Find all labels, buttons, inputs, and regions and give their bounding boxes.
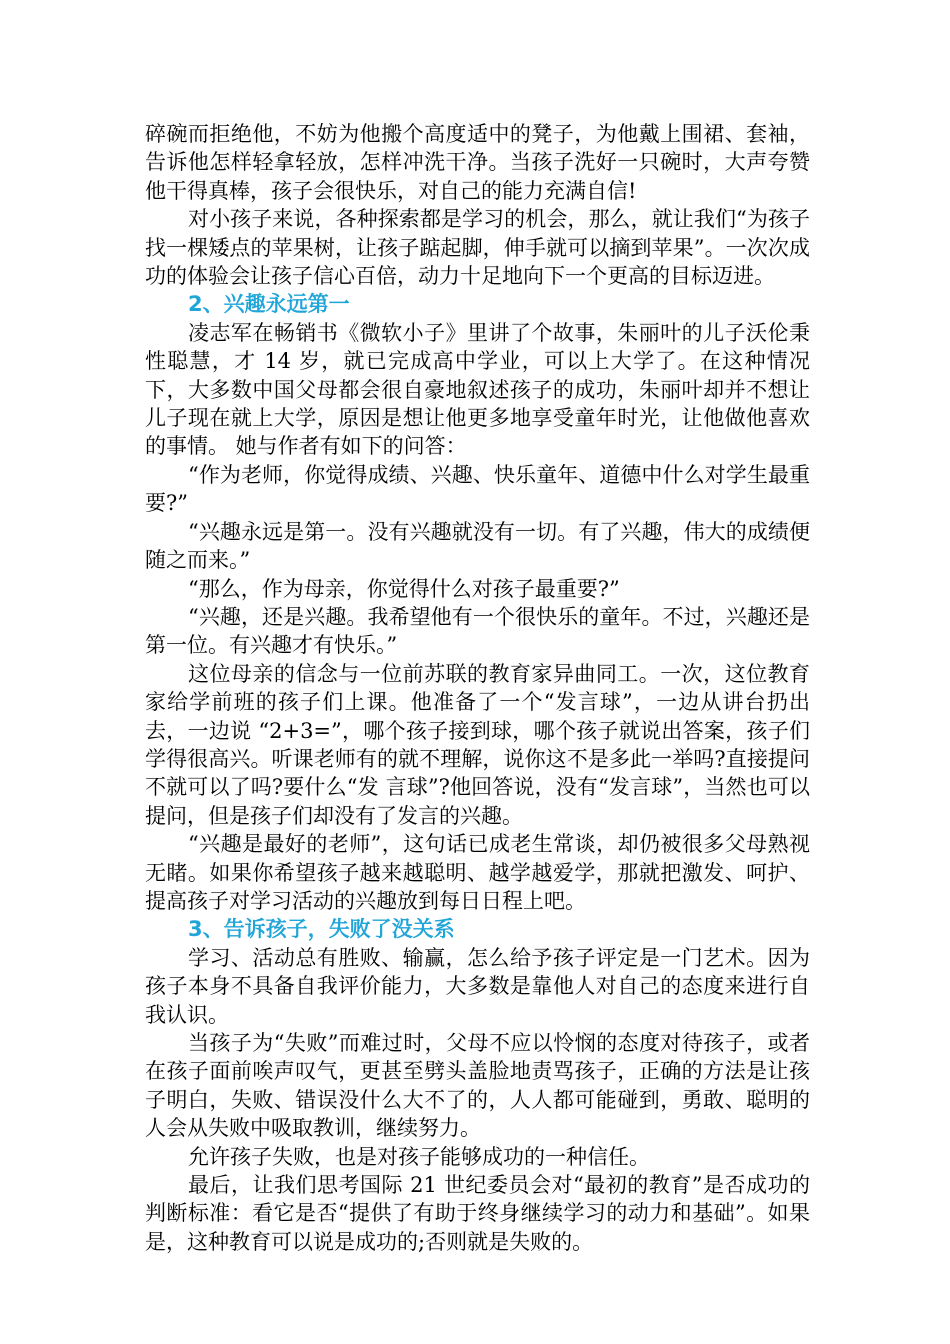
document-page: [145, 120, 810, 1256]
section-heading-failure: 3、告诉孩子，失败了没关系: [188, 917, 455, 942]
paragraph-when-failing: 当孩子为“失败”而难过时，父母不应以怜悯的态度对待孩子，或者在孩子面前唉声叹气，更甚至劈头盖脸地责骂孩子，正确的方法是让孩子明白，失败、错误没什么大不了的，人人都可能碰到，勇敢、聪明的人会从失败中吸取教训，继续努力。: [145, 1031, 810, 1141]
paragraph-question-teacher: “作为老师，你觉得成绩、兴趣、快乐童年、道德中什么对学生最重要?”: [145, 462, 810, 516]
paragraph-continuation: 碎碗而拒绝他，不妨为他搬个高度适中的凳子，为他戴上围裙、套袖，告诉他怎样轻拿轻放，怎样冲洗干净。当孩子洗好一只碗时，大声夸赞他干得真棒，孩子会很快乐，对自己的能力充满自信!: [145, 122, 810, 203]
paragraph-story: 凌志军在畅销书《微软小子》里讲了个故事，朱丽叶的儿子沃伦秉性聪慧，才 14 岁，就已完成高中学业，可以上大学了。在这种情况下，大多数中国父母都会很自豪地叙述孩子的成功，朱丽叶却并不想让儿子现在就上大学，原因是想让他更多地享受童年时光，让他做他喜欢的事情。 她与作者有如下的问答：: [145, 320, 810, 459]
paragraph-question-mother: “那么，作为母亲，你觉得什么对孩子最重要?”: [188, 576, 620, 601]
paragraph-win-lose: 学习、活动总有胜败、输赢，怎么给予孩子评定是一门艺术。因为孩子本身不具备自我评价能力，大多数是靠他人对自己的态度来进行自我认识。: [145, 945, 810, 1027]
paragraph-allow-failure: 允许孩子失败，也是对孩子能够成功的一种信任。: [188, 1144, 650, 1169]
paragraph-answer-happiness: “兴趣，还是兴趣。我希望他有一个很快乐的童年。不过，兴趣还是第一位。有兴趣才有快乐。”: [145, 604, 810, 658]
paragraph-conclusion: 最后，让我们思考国际 21 世纪委员会对“最初的教育”是否成功的判断标准：看它是否“提供了有助于终身继续学习的动力和基础”。如果是，这种教育可以说是成功的;否则就是失败的。: [145, 1173, 810, 1254]
paragraph-educator-ball: 这位母亲的信念与一位前苏联的教育家异曲同工。一次，这位教育家给学前班的孩子们上课。他准备了一个“发言球”，一边从讲台扔出去，一边说 “2+3=”，哪个孩子接到球，哪个孩子就说出答案，孩子们学得很高兴。听课老师有的就不理解，说你这不是多此一举吗?直接提问不就可以了吗?要什么“发 言球”?他回答说，没有“发言球”，当然也可以提问，但是孩子们却没有了发言的兴趣。: [145, 661, 810, 828]
section-heading-interest: 2、兴趣永远第一: [188, 292, 350, 317]
paragraph-answer-interest-first: “兴趣永远是第一。没有兴趣就没有一切。有了兴趣，伟大的成绩便随之而来。”: [145, 519, 810, 573]
paragraph-apple-tree: 对小孩子来说，各种探索都是学习的机会，那么，就让我们“为孩子找一棵矮点的苹果树，让孩子踮起脚，伸手就可以摘到苹果”。一次次成功的体验会让孩子信心百倍，动力十足地向下一个更高的目标迈进。: [145, 207, 810, 289]
paragraph-best-teacher: “兴趣是最好的老师”，这句话已成老生常谈，却仍被很多父母熟视无睹。如果你希望孩子越来越聪明、越学越爱学，那就把激发、呵护、提高孩子对学习活动的兴趣放到每日日程上吧。: [145, 832, 810, 913]
